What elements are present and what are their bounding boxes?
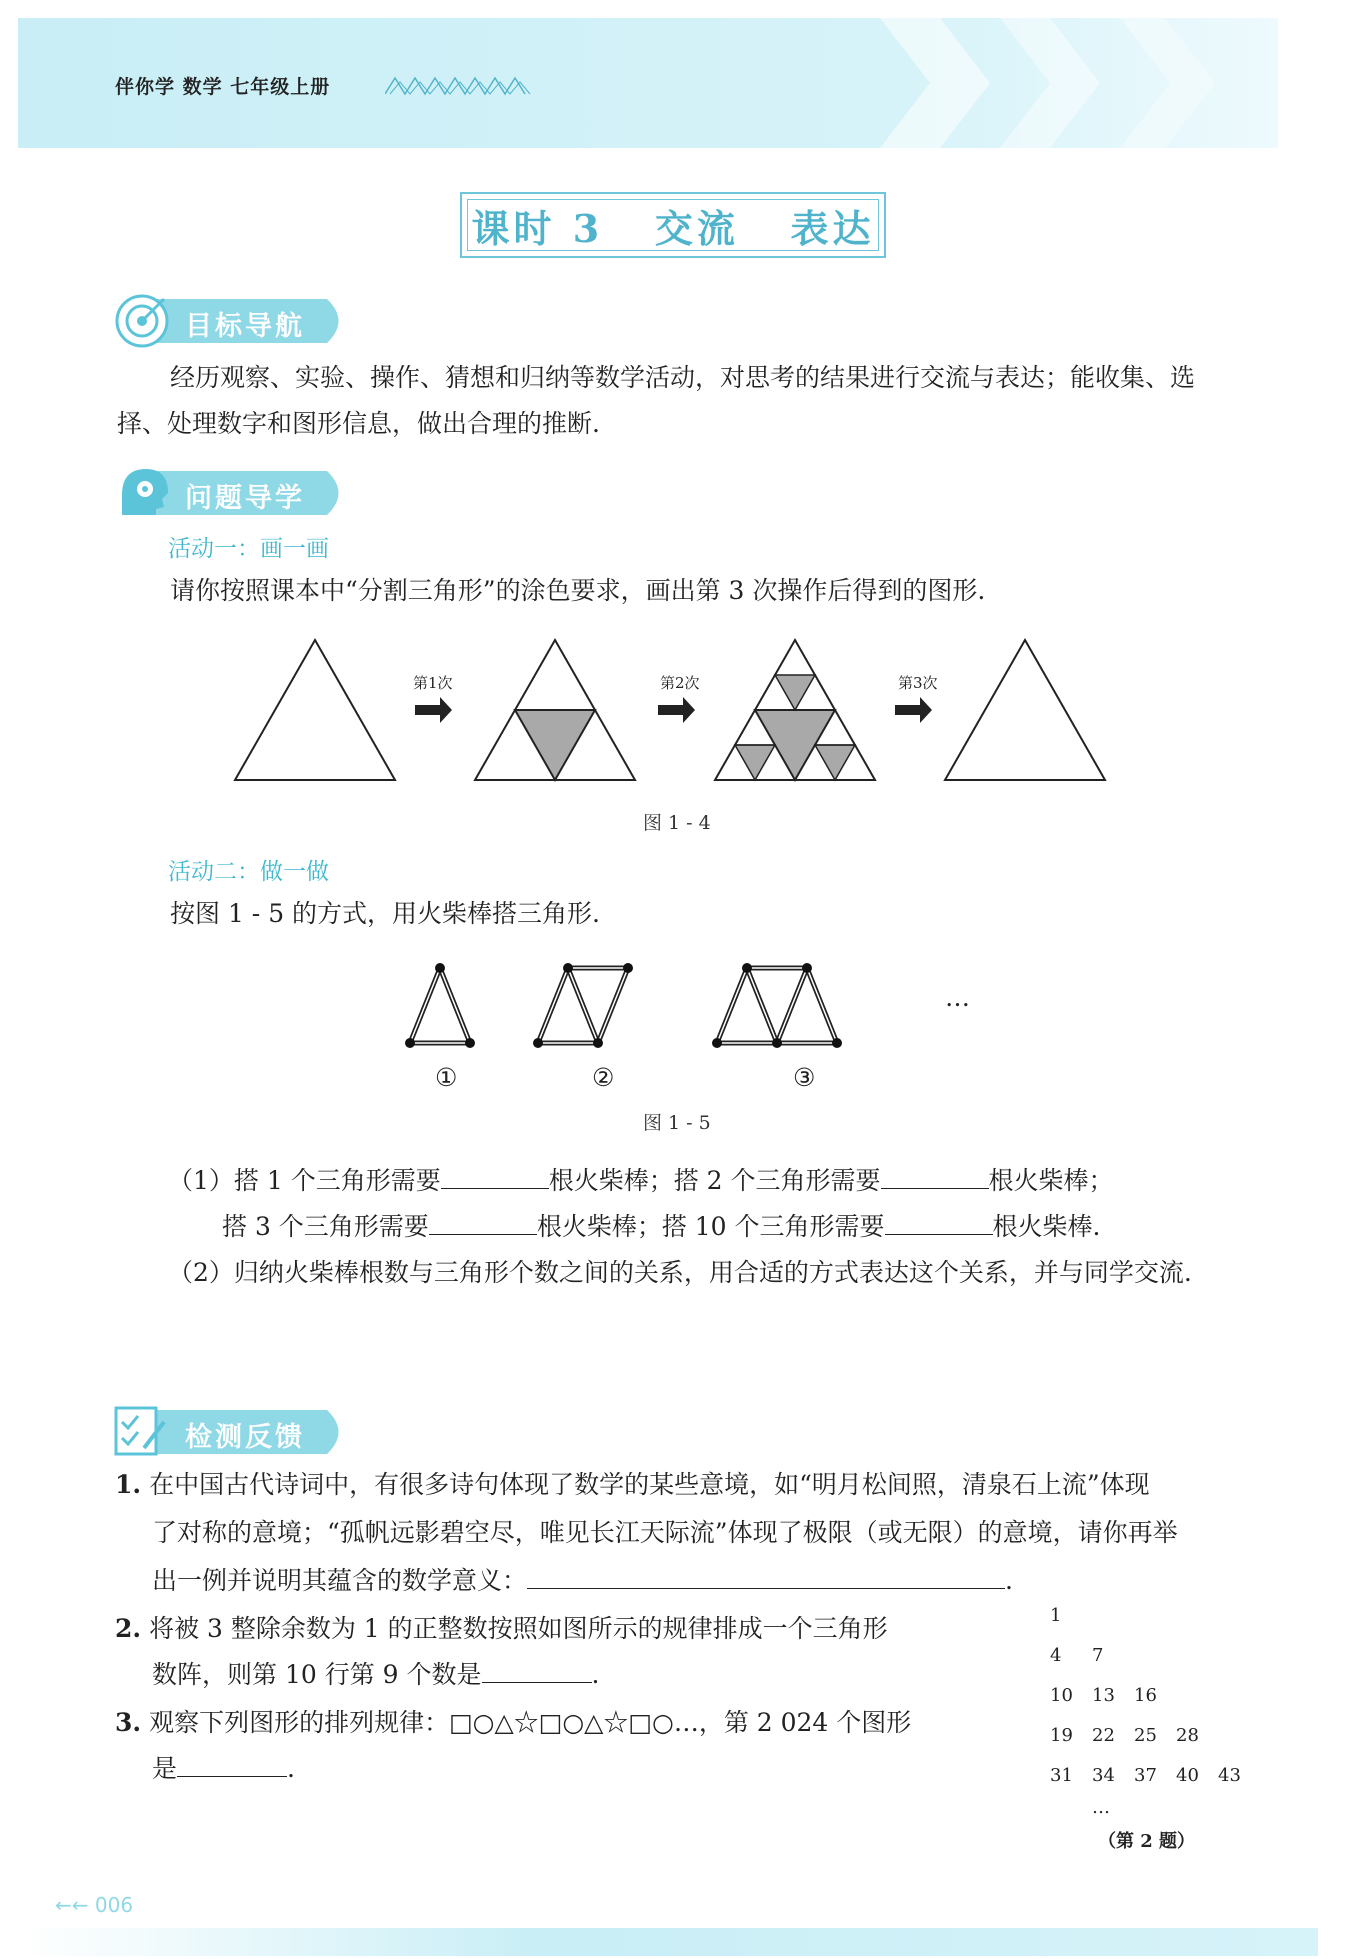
check-q1-line2: 了对称的意境；“孤帆远影碧空尽，唯见长江天际流”体现了极限（或无限）的意境，请你再举 [152, 1518, 1178, 1547]
activity2-q2: （2）归纳火柴棒根数与三角形个数之间的关系，用合适的方式表达这个关系，并与同学交流. [168, 1258, 1192, 1287]
double-arrow-icon: ←← [55, 1893, 89, 1917]
check-q1-line3 [152, 1558, 1013, 1604]
q1-end: . [1005, 1566, 1013, 1595]
q2-end: . [591, 1660, 600, 1689]
step3-label: 第3次 [898, 674, 938, 692]
activity2-label: 活动二：做一做 [168, 859, 329, 885]
answer-blank[interactable] [881, 1162, 989, 1189]
q1-part-d: 搭 3 个三角形需要 [222, 1212, 429, 1241]
check-q2-line2 [152, 1652, 599, 1698]
problem-section-label: 问题导学 [185, 483, 305, 514]
figure-1-5 [395, 958, 915, 1058]
q1-part-c: 根火柴棒； [988, 1166, 1114, 1195]
answer-blank[interactable] [885, 1208, 993, 1235]
activity1-label: 活动一：画一画 [168, 536, 329, 562]
triangle-number: 28 [1176, 1725, 1199, 1746]
q2-line1-text: 将被 3 整除余数为 1 的正整数按照如图所示的规律排成一个三角形 [149, 1614, 888, 1643]
q1-part-f: 根火柴棒. [992, 1212, 1101, 1241]
triangle-number: 7 [1092, 1645, 1104, 1666]
q1-part-a: （1）搭 1 个三角形需要 [168, 1166, 441, 1195]
lesson-title-box [460, 192, 886, 258]
triangle-number: 37 [1134, 1765, 1157, 1786]
answer-blank[interactable] [441, 1162, 549, 1189]
triangle-caption: （第 2 题） [1098, 1831, 1196, 1852]
check-q3-line2 [152, 1746, 295, 1792]
triangle-number: 19 [1050, 1725, 1073, 1746]
triangle-number: 25 [1134, 1725, 1157, 1746]
figure-label-3: ③ [793, 1063, 816, 1092]
q1-part-e: 根火柴棒；搭 10 个三角形需要 [536, 1212, 885, 1241]
q3-line1-text: 观察下列图形的排列规律：□○△☆□○△☆□○…，第 2 024 个图形 [149, 1708, 912, 1737]
figure-1-4-caption: 图 1 - 4 [643, 812, 711, 834]
check-q2-line1 [115, 1606, 888, 1652]
triangle-number: 10 [1050, 1685, 1073, 1706]
triangle-number: 40 [1176, 1765, 1199, 1786]
goal-section-label: 目标导航 [185, 311, 305, 342]
arrow-icon [415, 697, 452, 723]
step2-label: 第2次 [660, 674, 700, 692]
q2-line2-text: 数阵，则第 10 行第 9 个数是 [152, 1660, 482, 1689]
figure-1-5-caption: 图 1 - 5 [643, 1112, 711, 1134]
q1-line1-text: 在中国古代诗词中，有很多诗句体现了数学的某些意境，如“明月松间照，清泉石上流”体现 [149, 1470, 1150, 1499]
number-triangle [1050, 1605, 1290, 1865]
footer-band [18, 1928, 1318, 1956]
q1-line3-text: 出一例并说明其蕴含的数学意义： [152, 1566, 528, 1595]
q3-number: 3. [115, 1708, 142, 1737]
answer-blank[interactable] [482, 1656, 592, 1683]
answer-blank[interactable] [429, 1208, 537, 1235]
q2-number: 2. [115, 1614, 142, 1643]
q3-end: . [287, 1754, 295, 1783]
check-q3-line1 [115, 1700, 911, 1746]
check-q1-line1 [115, 1462, 1150, 1508]
page-number-text: 006 [94, 1893, 134, 1917]
goal-text-line2: 择、处理数字和图形信息，做出合理的推断. [117, 409, 600, 438]
activity1-text: 请你按照课本中“分割三角形”的涂色要求，画出第 3 次操作后得到的图形. [170, 576, 986, 605]
lesson-title: 课时 3 交流 表达 [471, 205, 875, 251]
activity2-q1-line2 [222, 1204, 1100, 1250]
page-number [55, 1893, 133, 1917]
goal-text-line1: 经历观察、实验、操作、猜想和归纳等数学活动，对思考的结果进行交流与表达；能收集、选 [170, 363, 1196, 392]
triangle-number: 34 [1092, 1765, 1115, 1786]
q1-number: 1. [115, 1470, 142, 1499]
triangle-number: 1 [1050, 1605, 1062, 1626]
arrow-icon [895, 697, 932, 723]
book-title: 伴你学 数学 七年级上册 [115, 76, 331, 98]
answer-blank[interactable] [527, 1562, 1005, 1589]
activity2-q1-line1 [168, 1158, 1114, 1204]
figure-1-4 [230, 630, 1130, 790]
q1-part-b: 根火柴棒；搭 2 个三角形需要 [548, 1166, 881, 1195]
figure-1-5-ellipsis: … [945, 983, 970, 1012]
zigzag-decoration-icon [385, 76, 535, 96]
arrow-icon [658, 697, 695, 723]
step1-label: 第1次 [413, 674, 453, 692]
triangle-number: 16 [1134, 1685, 1157, 1706]
triangle-number: 13 [1092, 1685, 1115, 1706]
figure-label-1: ① [435, 1063, 458, 1092]
header-chevrons [880, 18, 1280, 148]
figure-label-2: ② [592, 1063, 615, 1092]
triangle-number: 31 [1050, 1765, 1073, 1786]
triangle-number: 22 [1092, 1725, 1115, 1746]
check-section-label: 检测反馈 [185, 1422, 305, 1453]
triangle-number: 43 [1218, 1765, 1241, 1786]
triangle-ellipsis: … [1092, 1797, 1110, 1818]
activity2-text: 按图 1 - 5 的方式，用火柴棒搭三角形. [170, 899, 600, 928]
triangle-number: 4 [1050, 1645, 1062, 1666]
answer-blank[interactable] [177, 1750, 287, 1777]
q3-line2-text: 是 [152, 1754, 178, 1783]
